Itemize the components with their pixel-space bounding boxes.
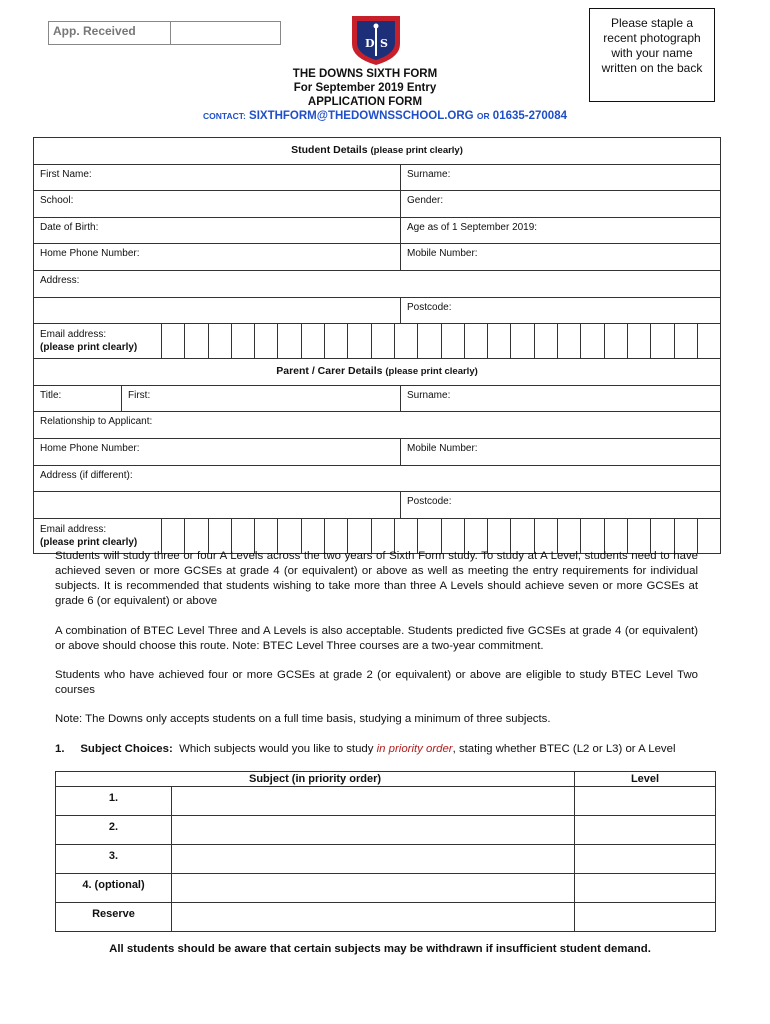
contact-or: OR bbox=[476, 111, 490, 121]
subject-input-4[interactable] bbox=[172, 874, 575, 903]
info-paragraph-4: Note: The Downs only accepts students on a full time basis, studying a minimum of three subjects. bbox=[55, 713, 551, 725]
email-char-box[interactable] bbox=[302, 519, 325, 553]
email-char-box[interactable] bbox=[698, 519, 720, 553]
question-heading: Subject Choices: bbox=[80, 743, 173, 755]
parent-title-field[interactable]: Title: bbox=[34, 385, 122, 412]
school-name: THE DOWNS SIXTH FORM bbox=[292, 68, 438, 80]
question-priority-emphasis: in priority order bbox=[376, 743, 453, 755]
photo-note-line: with your name bbox=[611, 46, 693, 60]
email-char-box[interactable] bbox=[558, 519, 581, 553]
subject-row-label: 3. bbox=[56, 845, 172, 874]
email-char-box[interactable] bbox=[232, 324, 255, 358]
email-char-box[interactable] bbox=[465, 519, 488, 553]
email-char-box[interactable] bbox=[651, 519, 674, 553]
email-char-box[interactable] bbox=[348, 324, 371, 358]
student-home-phone-field[interactable]: Home Phone Number: bbox=[34, 244, 401, 271]
email-char-box[interactable] bbox=[511, 324, 534, 358]
email-char-box[interactable] bbox=[325, 324, 348, 358]
crest-letter-s: S bbox=[380, 37, 388, 50]
info-paragraph-3: Students who have achieved four or more GCSEs at grade 2 (or equivalent) or above are eligible to study BTEC Level Two courses bbox=[55, 669, 698, 696]
email-char-box[interactable] bbox=[628, 519, 651, 553]
email-char-box[interactable] bbox=[302, 324, 325, 358]
email-char-box[interactable] bbox=[488, 519, 511, 553]
student-gender-field[interactable]: Gender: bbox=[401, 191, 721, 218]
app-received-box bbox=[48, 21, 281, 45]
photo-staple-box bbox=[589, 8, 715, 102]
email-char-box[interactable] bbox=[162, 324, 185, 358]
email-char-box[interactable] bbox=[442, 324, 465, 358]
subject-row-label: Reserve bbox=[56, 903, 172, 932]
email-char-box[interactable] bbox=[465, 324, 488, 358]
email-char-box[interactable] bbox=[488, 324, 511, 358]
subject-input-1[interactable] bbox=[172, 787, 575, 816]
student-first-name-field[interactable]: First Name: bbox=[34, 164, 401, 191]
subject-row-label: 1. bbox=[56, 787, 172, 816]
parent-postcode-field[interactable]: Postcode: bbox=[401, 492, 721, 519]
email-char-box[interactable] bbox=[628, 324, 651, 358]
email-char-box[interactable] bbox=[209, 324, 232, 358]
crest-letter-d: D bbox=[365, 37, 375, 50]
withdrawal-notice: All students should be aware that certain subjects may be withdrawn if insufficient student demand. bbox=[109, 943, 651, 955]
level-input-1[interactable] bbox=[575, 787, 716, 816]
parent-first-field[interactable]: First: bbox=[122, 385, 401, 412]
email-char-box[interactable] bbox=[278, 324, 301, 358]
parent-mobile-field[interactable]: Mobile Number: bbox=[401, 438, 721, 465]
email-char-box[interactable] bbox=[675, 519, 698, 553]
email-char-box[interactable] bbox=[348, 519, 371, 553]
student-postcode-field[interactable]: Postcode: bbox=[401, 297, 721, 324]
email-char-box[interactable] bbox=[651, 324, 674, 358]
parent-email-input[interactable] bbox=[162, 519, 720, 553]
level-input-3[interactable] bbox=[575, 845, 716, 874]
email-char-box[interactable] bbox=[325, 519, 348, 553]
contact-line bbox=[150, 110, 620, 122]
email-char-box[interactable] bbox=[605, 519, 628, 553]
student-details-table bbox=[33, 137, 721, 554]
email-char-box[interactable] bbox=[698, 324, 720, 358]
contact-label: CONTACT: bbox=[203, 111, 246, 121]
app-received-field[interactable] bbox=[171, 22, 280, 44]
parent-email-label: Email address: (please print clearly) bbox=[34, 519, 162, 553]
parent-surname-field[interactable]: Surname: bbox=[401, 385, 721, 412]
email-char-box[interactable] bbox=[185, 519, 208, 553]
level-input-reserve[interactable] bbox=[575, 903, 716, 932]
email-char-box[interactable] bbox=[442, 519, 465, 553]
parent-email-row bbox=[34, 518, 721, 553]
contact-phone: 01635-270084 bbox=[492, 110, 567, 122]
level-input-2[interactable] bbox=[575, 816, 716, 845]
parent-home-phone-field[interactable]: Home Phone Number: bbox=[34, 438, 401, 465]
email-char-box[interactable] bbox=[535, 324, 558, 358]
question-number: 1. bbox=[55, 743, 65, 755]
email-char-box[interactable] bbox=[581, 324, 604, 358]
level-column-header: Level bbox=[575, 772, 716, 787]
level-input-4[interactable] bbox=[575, 874, 716, 903]
email-char-box[interactable] bbox=[255, 519, 278, 553]
parent-address-field[interactable]: Address (if different): bbox=[34, 465, 721, 492]
app-received-label: App. Received bbox=[49, 22, 171, 44]
email-char-box[interactable] bbox=[418, 324, 441, 358]
student-mobile-field[interactable]: Mobile Number: bbox=[401, 244, 721, 271]
student-email-input[interactable] bbox=[162, 324, 720, 358]
email-char-box[interactable] bbox=[511, 519, 534, 553]
student-dob-field[interactable]: Date of Birth: bbox=[34, 217, 401, 244]
parent-address-line-2[interactable] bbox=[34, 492, 401, 519]
student-address-field[interactable]: Address: bbox=[34, 270, 721, 297]
email-char-box[interactable] bbox=[162, 519, 185, 553]
email-char-box[interactable] bbox=[395, 324, 418, 358]
subject-row-label: 4. (optional) bbox=[56, 874, 172, 903]
student-email-row bbox=[34, 324, 721, 359]
email-char-box[interactable] bbox=[535, 519, 558, 553]
email-char-box[interactable] bbox=[581, 519, 604, 553]
email-char-box[interactable] bbox=[395, 519, 418, 553]
email-char-box[interactable] bbox=[605, 324, 628, 358]
info-paragraph-2: A combination of BTEC Level Three and A Levels is also acceptable. Students predicted five GCSEs at grade 4 (or equivalent) or above should choose this route. Note: BTEC Level Three courses are a two-year commitment. bbox=[55, 625, 698, 652]
entry-year: For September 2019 Entry bbox=[293, 82, 437, 94]
email-char-box[interactable] bbox=[418, 519, 441, 553]
question-text-end: , stating whether BTEC (L2 or L3) or A Level bbox=[452, 743, 676, 755]
email-char-box[interactable] bbox=[255, 324, 278, 358]
question-text: Which subjects would you like to study bbox=[179, 743, 374, 755]
email-char-box[interactable] bbox=[558, 324, 581, 358]
student-surname-field[interactable]: Surname: bbox=[401, 164, 721, 191]
form-title: APPLICATION FORM bbox=[307, 96, 423, 108]
school-crest-icon bbox=[348, 14, 404, 66]
email-char-box[interactable] bbox=[232, 519, 255, 553]
photo-note-line: Please staple a bbox=[610, 16, 694, 30]
subject-input-reserve[interactable] bbox=[172, 903, 575, 932]
student-email-label: Email address: (please print clearly) bbox=[34, 324, 162, 358]
subject-choices-table bbox=[55, 771, 716, 932]
email-char-box[interactable] bbox=[372, 519, 395, 553]
subject-row-label: 2. bbox=[56, 816, 172, 845]
contact-email[interactable]: SIXTHFORM@THEDOWNSSCHOOL.ORG bbox=[249, 110, 474, 122]
email-char-box[interactable] bbox=[372, 324, 395, 358]
subject-choices-question bbox=[55, 742, 698, 757]
info-paragraph-1: Students will study three or four A Levels across the two years of Sixth Form study. To study at A Level, students need to have achieved seven or more GCSEs at grade 4 (or equivalent) or above as well as meeting the entry requirements for individual subjects. It is recommended that students wishing to take more than three A Levels should achieve seven or more GCSEs at grade 6 (or equivalent) or above bbox=[55, 550, 698, 607]
email-char-box[interactable] bbox=[209, 519, 232, 553]
subject-input-2[interactable] bbox=[172, 816, 575, 845]
photo-note-line: recent photograph bbox=[603, 31, 701, 45]
student-age-field[interactable]: Age as of 1 September 2019: bbox=[401, 217, 721, 244]
student-section-title: Student Details (please print clearly) bbox=[34, 138, 721, 165]
email-char-box[interactable] bbox=[278, 519, 301, 553]
parent-relationship-field[interactable]: Relationship to Applicant: bbox=[34, 412, 721, 439]
student-school-field[interactable]: School: bbox=[34, 191, 401, 218]
email-char-box[interactable] bbox=[185, 324, 208, 358]
email-char-box[interactable] bbox=[675, 324, 698, 358]
parent-section-title: Parent / Carer Details (please print clearly) bbox=[34, 359, 721, 386]
student-address-line-2[interactable] bbox=[34, 297, 401, 324]
subject-column-header: Subject (in priority order) bbox=[56, 772, 575, 787]
photo-note-line: written on the back bbox=[601, 61, 703, 75]
subject-input-3[interactable] bbox=[172, 845, 575, 874]
